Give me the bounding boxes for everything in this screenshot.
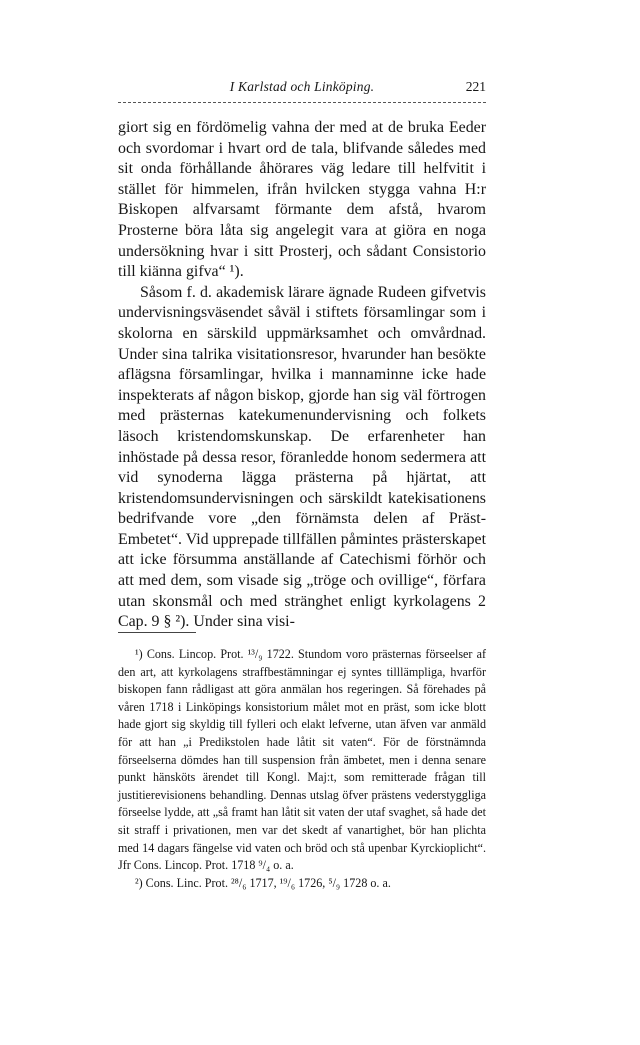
footnote-rule xyxy=(118,632,196,633)
footnotes xyxy=(118,646,486,892)
header-rule xyxy=(118,102,486,103)
running-head xyxy=(118,79,486,99)
paragraph-1: giort sig en fördömelig vahna der med at de bruka Eeder och svordomar i hvart ord de tala, blifvande således med sit onda förhållande åhörares väg ledare till helfvitit i stället för himmelen, ifrån hvilcken stygga vahna H:r Biskopen alfvarsamt förmante dem afstå, hvarom Prosterne böra låta sig angelegit vara at giöra en noga undersökning hvar i sitt Prosterj, och sådant Consistorio till kiänna gifva“ ¹). xyxy=(118,119,486,281)
page-number: 221 xyxy=(465,79,486,94)
running-head-title: I Karlstad och Linköping. xyxy=(229,79,375,94)
footnote-1: ¹) Cons. Lincop. Prot. ¹³/₉ 1722. Stundom voro prästernas förseelser af den art, att kyrkolagens straffbestämningar ej syntes tilllämpliga, hvarför biskopen fann rådligast att göra anmälan hos regeringen. Så förehades på våren 1718 i Linköpings konsistorium målet mot en präst, som icke blott hade gjort sig skyldig till fylleri och elakt lefverne, utan äfven var anmäld för att han „i Predikstolen hade låtit sit vaten“. För de förstnämnda förseelserna dömdes han till suspension från ämbetet, men i denna senare punkt hänsköts ärendet till Kongl. Maj:t, som remitterade frågan till justitierevisionens behandling. Dennas utslag öfver prästens vederstyggliga förseelse lydde, att „så framt han låtit sit vaten der utaf svaghet, så hade det sit straff i privationen, men var det skedt af vanartighet, bör han plichta med 14 dagars fängelse vid vaten och bröd och stå upenbar Kyrckioplicht“. Jfr Cons. Lincop. Prot. 1718 ⁹/₄ o. a. xyxy=(118,647,486,873)
footnote-2: ²) Cons. Linc. Prot. ²⁸/₆ 1717, ¹⁹/₆ 1726, ⁵/₉ 1728 o. a. xyxy=(135,875,391,890)
main-text xyxy=(118,118,486,633)
paragraph-2: Såsom f. d. akademisk lärare ägnade Rudeen gifvetvis undervisningsväsendet såväl i stiftets församlingar som i skolorna en särskild uppmärksamhet och omvårdnad. Under sina talrika visitationsresor, hvarunder han besökte aflägsna församlingar, hvilka i mannaminne icke hade inspekterats af någon biskop, gjorde han sig väl förtrogen med prästernas katekumenundervisning och folkets läsoch kristendomskunskap. De erfarenheter han inhöstade på dessa resor, föranledde honom sedermera att vid synoderna lägga prästerna på hjärtat, att kristendomsundervisningen och särskildt katekisationens bedrifvande vore „den förnämsta delen af Präst-Embetet“. Vid upprepade tillfällen påmintes prästerskapet att icke försumma anställande af Catechismi förhör och att med dem, som visade sig „tröge och ovillige“, förfara utan skonsmål och med stränghet enligt kyrkolagens 2 Cap. 9 § ²). Under sina visi- xyxy=(118,283,486,631)
